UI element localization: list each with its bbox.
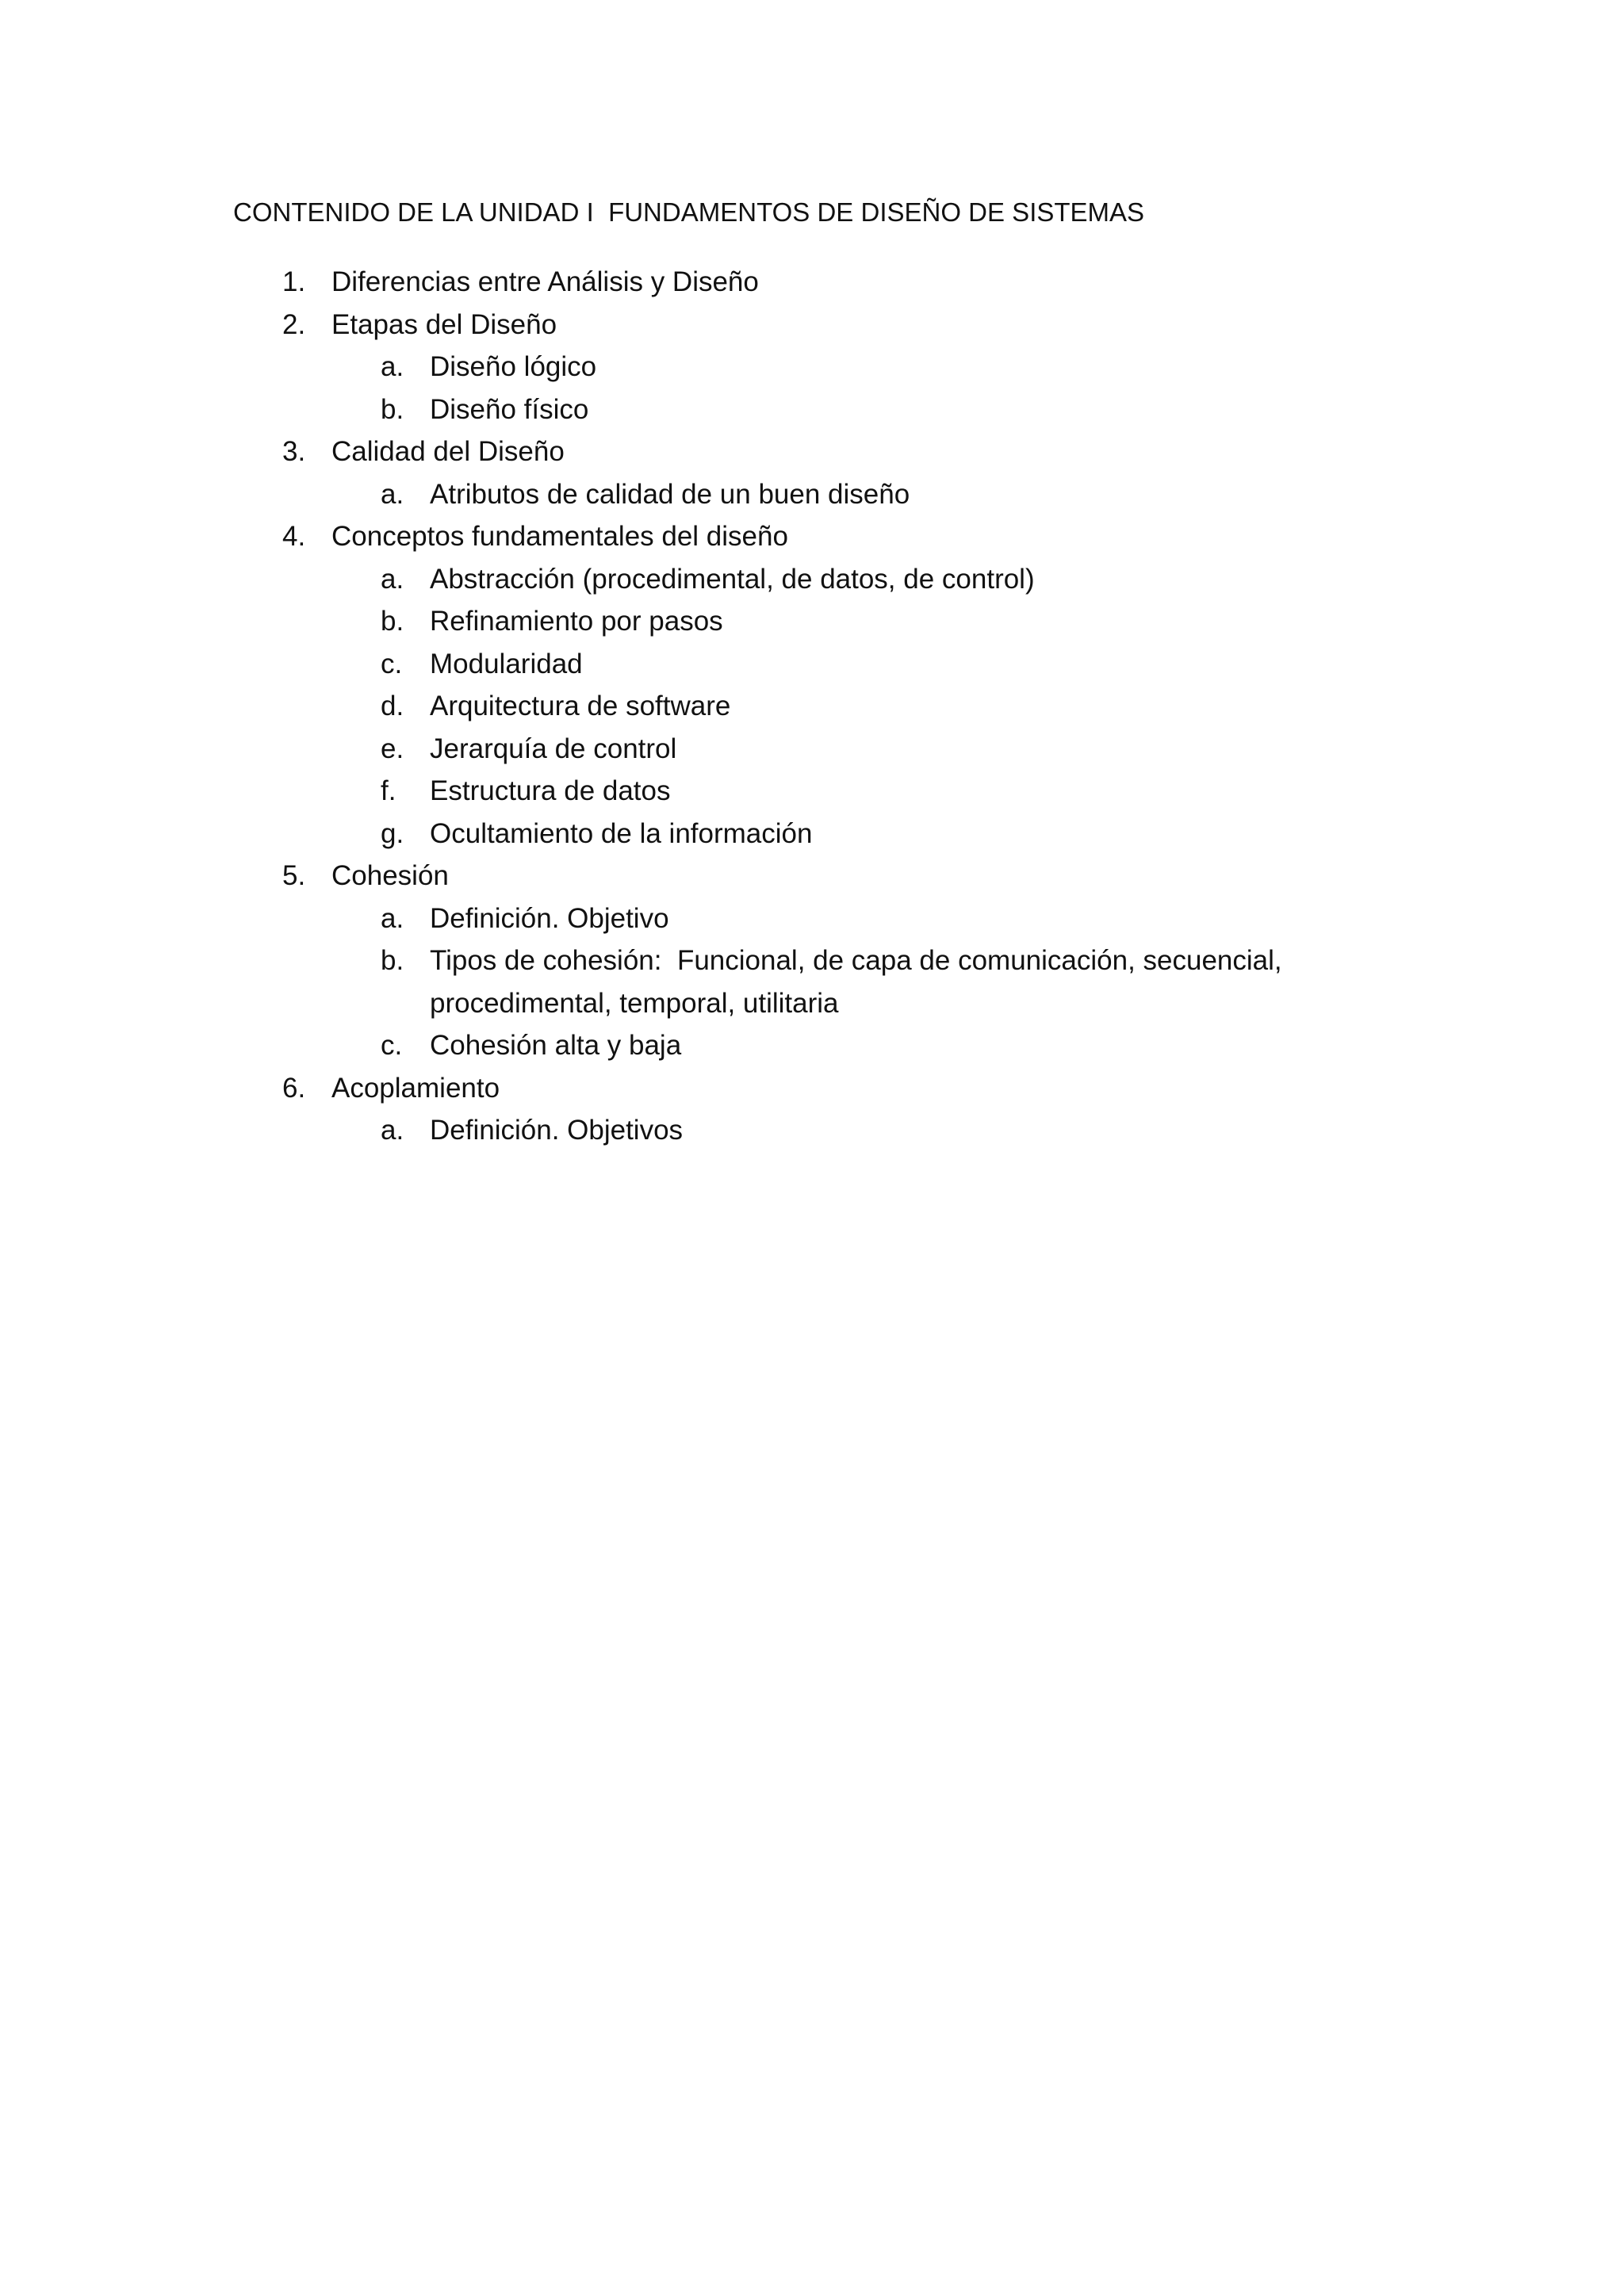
- list-item-text: Etapas del Diseño: [331, 308, 557, 340]
- outline-subitem: [0, 350, 1624, 392]
- list-item-text: procedimental, temporal, utilitaria: [430, 987, 839, 1019]
- list-item-text: Refinamiento por pasos: [430, 606, 723, 637]
- list-marker: 1.: [282, 266, 306, 297]
- list-item-text: Diferencias entre Análisis y Diseño: [331, 266, 759, 297]
- outline-subitem: [0, 986, 1624, 1029]
- outline-subitem: [0, 1028, 1624, 1071]
- list-marker: e.: [381, 733, 404, 764]
- list-marker: b.: [381, 606, 404, 637]
- outline-item: [0, 519, 1624, 562]
- list-marker: f.: [381, 775, 396, 806]
- list-marker: a.: [381, 478, 404, 510]
- content-outline: [0, 265, 1624, 1156]
- list-item-text: Diseño lógico: [430, 351, 597, 382]
- list-marker: a.: [381, 351, 404, 382]
- list-item-text: Diseño físico: [430, 393, 589, 425]
- outline-subitem: [0, 477, 1624, 520]
- list-marker: 2.: [282, 308, 306, 340]
- list-marker: a.: [381, 1115, 404, 1146]
- outline-subitem: [0, 817, 1624, 859]
- list-marker: g.: [381, 817, 404, 849]
- outline-item: [0, 1071, 1624, 1114]
- outline-item: [0, 859, 1624, 901]
- list-marker: 5.: [282, 860, 306, 891]
- list-item-text: Cohesión alta y baja: [430, 1030, 682, 1061]
- document-title: CONTENIDO DE LA UNIDAD I FUNDAMENTOS DE DISEÑO DE SISTEMAS: [233, 197, 1145, 227]
- list-item-text: Calidad del Diseño: [331, 436, 565, 467]
- outline-item: [0, 265, 1624, 308]
- list-item-text: Definición. Objetivo: [430, 902, 669, 934]
- list-item-text: Jerarquía de control: [430, 733, 677, 764]
- list-item-text: Conceptos fundamentales del diseño: [331, 521, 788, 552]
- outline-subitem: [0, 774, 1624, 817]
- list-marker: c.: [381, 1030, 403, 1061]
- list-marker: a.: [381, 563, 404, 595]
- list-marker: a.: [381, 902, 404, 934]
- list-item-text: Cohesión: [331, 860, 449, 891]
- outline-subitem: [0, 732, 1624, 775]
- outline-subitem: [0, 562, 1624, 605]
- outline-subitem: [0, 604, 1624, 647]
- outline-item: [0, 308, 1624, 350]
- list-marker: 3.: [282, 436, 306, 467]
- list-item-text: Definición. Objetivos: [430, 1115, 684, 1146]
- list-marker: d.: [381, 691, 404, 721]
- list-marker: 6.: [282, 1072, 306, 1104]
- list-marker: c.: [381, 648, 403, 679]
- list-item-text: Arquitectura de software: [430, 691, 731, 721]
- list-item-text: Modularidad: [430, 648, 583, 679]
- list-marker: b.: [381, 393, 404, 425]
- list-item-text: Tipos de cohesión: Funcional, de capa de comunicación, secuencial,: [430, 945, 1282, 976]
- list-item-text: Estructura de datos: [430, 775, 671, 806]
- outline-subitem: [0, 1113, 1624, 1156]
- outline-subitem: [0, 689, 1624, 732]
- list-item-text: Ocultamiento de la información: [430, 817, 813, 849]
- list-item-text: Abstracción (procedimental, de datos, de control): [430, 563, 1035, 595]
- outline-subitem: [0, 901, 1624, 944]
- list-item-text: Acoplamiento: [331, 1072, 500, 1104]
- outline-subitem: [0, 392, 1624, 435]
- list-marker: b.: [381, 945, 404, 976]
- outline-subitem: [0, 647, 1624, 690]
- list-item-text: Atributos de calidad de un buen diseño: [430, 478, 910, 510]
- list-marker: 4.: [282, 521, 306, 552]
- outline-item: [0, 434, 1624, 477]
- outline-subitem: [0, 943, 1624, 986]
